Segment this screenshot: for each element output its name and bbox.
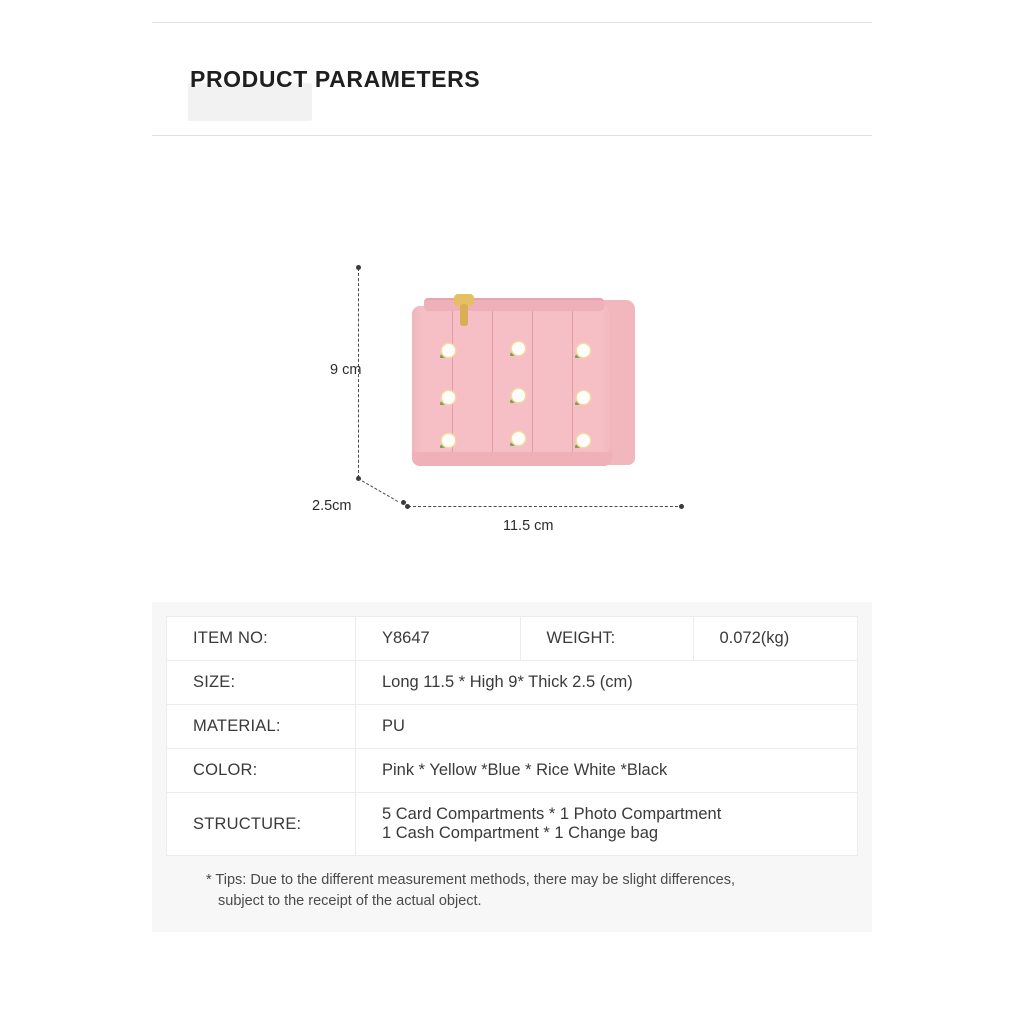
header-bottom-divider [152,135,872,136]
structure-line-2: 1 Cash Compartment * 1 Change bag [382,824,659,842]
thickness-label: 2.5cm [312,498,352,514]
dimension-diagram [300,250,720,550]
table-row [167,749,858,793]
zipper [424,298,604,311]
tips-line-2: subject to the receipt of the actual object. [218,893,482,910]
tips-note [166,856,858,916]
width-dim-dot-right [679,504,684,509]
table-row [167,617,858,661]
width-label: 11.5 cm [503,518,554,534]
spec-value-weight: 0.072(kg) [693,617,858,661]
thickness-dimension-line [358,478,398,502]
spec-value-material: PU [356,705,858,749]
spec-value-color: Pink * Yellow *Blue * Rice White *Black [356,749,858,793]
header-inner [152,23,872,135]
width-dim-dot-left [405,504,410,509]
spec-key-structure: STRUCTURE: [167,793,356,856]
table-row [167,793,858,856]
spec-table [166,616,858,856]
wallet-front-panel [412,306,612,466]
height-label: 9 cm [330,362,362,378]
spec-key-weight: WEIGHT: [520,617,693,661]
tips-line-1: * Tips: Due to the different measurement methods, there may be slight differences, [206,872,735,888]
spec-value-structure [356,793,858,856]
height-dim-dot-top [356,265,361,270]
width-dimension-line [408,506,683,507]
spec-key-item-no: ITEM NO: [167,617,356,661]
page-title: PRODUCT PARAMETERS [190,65,481,92]
zipper-pull [460,304,468,326]
spec-key-size: SIZE: [167,661,356,705]
spec-value-size: Long 11.5 * High 9* Thick 2.5 (cm) [356,661,858,705]
table-row [167,661,858,705]
spec-key-material: MATERIAL: [167,705,356,749]
spec-value-item-no: Y8647 [356,617,521,661]
table-row [167,705,858,749]
structure-line-1: 5 Card Compartments * 1 Photo Compartment [382,805,722,823]
header-block [152,22,872,136]
product-image [412,278,637,468]
spec-key-color: COLOR: [167,749,356,793]
spec-panel [152,602,872,932]
